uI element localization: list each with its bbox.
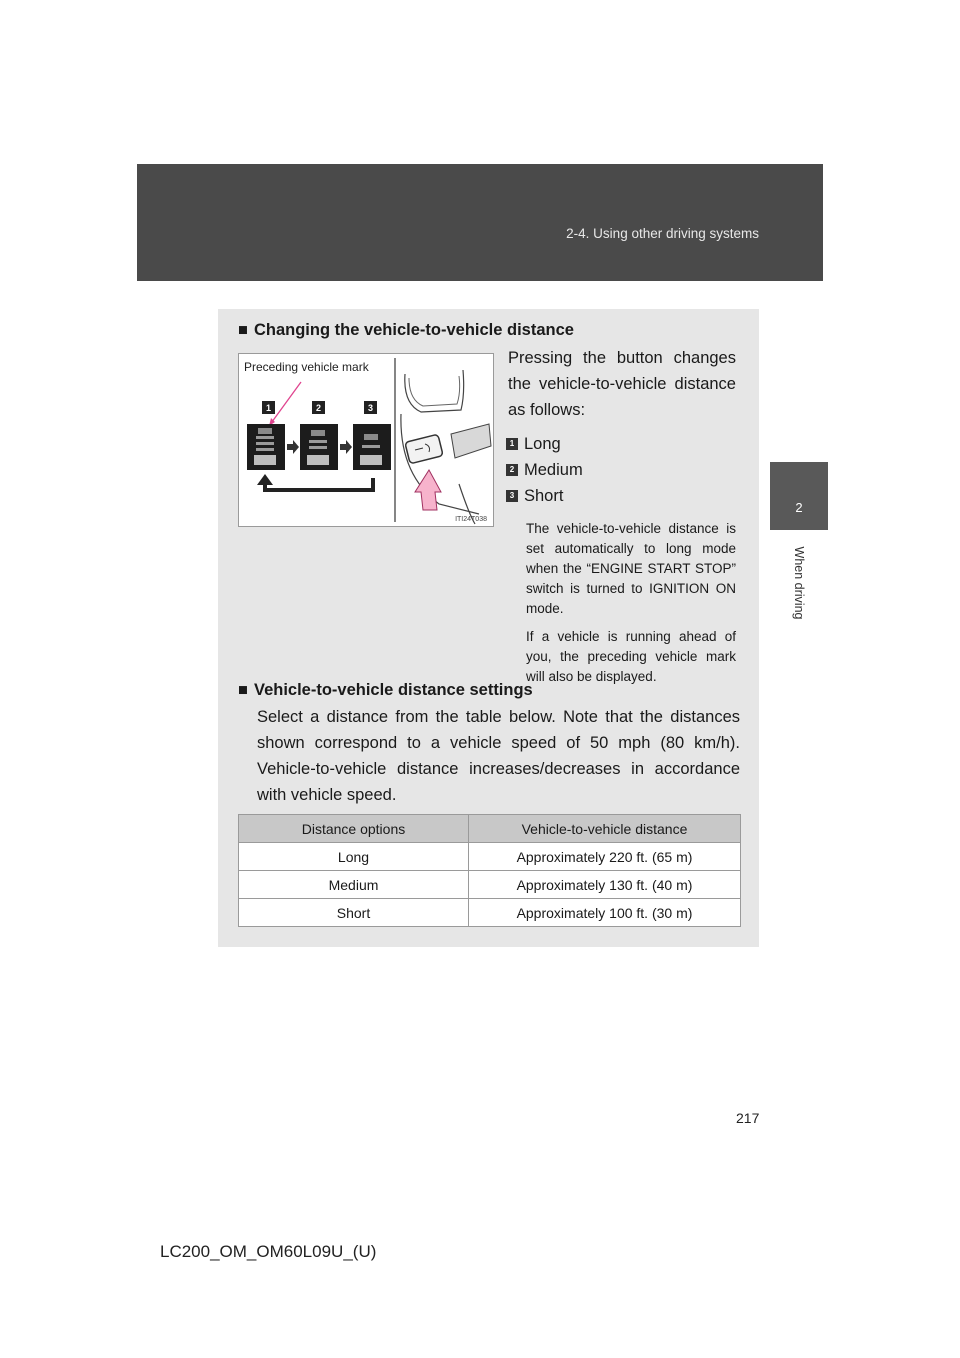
chapter-number: 2 (795, 500, 803, 515)
intro-text: Pressing the button changes the vehicle-to-vehicle distance as follows: (508, 349, 736, 419)
table-cell: Approximately 100 ft. (30 m) (469, 899, 741, 927)
section2-heading-text: Vehicle-to-vehicle distance settings (253, 681, 533, 699)
table-row (239, 899, 741, 927)
chapter-label-text: When driving (792, 546, 806, 620)
chapter-label (779, 538, 819, 628)
section1-heading-text: Changing the vehicle-to-vehicle distance (253, 321, 574, 339)
table-row (239, 843, 741, 871)
option-list (508, 431, 736, 509)
return-arrow (265, 478, 373, 490)
option-short (508, 483, 736, 509)
option-number-3: 3 (506, 490, 518, 502)
table-cell: Approximately 130 ft. (40 m) (469, 871, 741, 899)
content-panel (218, 309, 759, 947)
option-long (508, 431, 736, 457)
table-cell: Long (239, 843, 469, 871)
table-row (239, 871, 741, 899)
section-title: 2-4. Using other driving systems (566, 226, 759, 241)
note-default-mode: The vehicle-to-vehicle distance is set automatically to long mode when the “ENGINE START STOP” switch is turned to IGNITION ON mode. (526, 521, 736, 616)
steering-switch-area (401, 370, 491, 524)
distance-table (238, 814, 741, 927)
arrow-2-3 (340, 440, 352, 454)
table-cell: Short (239, 899, 469, 927)
table-cell: Approximately 220 ft. (65 m) (469, 843, 741, 871)
distance-illustration (239, 354, 493, 526)
settings-description: Select a distance from the table below. Note that the distances shown correspond to a vehicle speed of 50 mph (80 km/h). Vehicle-to-vehicle distance increases/decreases in accordance with vehicle speed. (257, 708, 740, 804)
heading-marker: ■ (238, 681, 248, 699)
page-number: 217 (736, 1110, 760, 1126)
option-label: Long (524, 434, 561, 453)
header-band (137, 164, 823, 281)
figure-code: ITI24T038 (455, 516, 487, 523)
option-number-1: 1 (506, 438, 518, 450)
step-label-2: 2 (315, 403, 322, 413)
press-arrow (415, 470, 441, 510)
display-medium (300, 424, 338, 470)
arrow-1-2 (287, 440, 299, 454)
option-medium (508, 457, 736, 483)
option-number-2: 2 (506, 464, 518, 476)
document-code: LC200_OM_OM60L09U_(U) (160, 1242, 377, 1261)
step-label-1: 1 (265, 403, 272, 413)
section2-heading (238, 681, 533, 700)
column-header: Vehicle-to-vehicle distance (469, 815, 741, 843)
figure-label: Preceding vehicle mark (244, 360, 369, 374)
distance-figure (238, 353, 494, 527)
section1-heading (238, 321, 574, 340)
heading-marker: ■ (238, 321, 248, 339)
option-label: Short (524, 486, 564, 505)
table-header-row (239, 815, 741, 843)
option-label: Medium (524, 460, 583, 479)
step-label-3: 3 (367, 403, 374, 413)
explanation-column (508, 345, 736, 687)
return-arrowhead (257, 474, 273, 485)
column-header: Distance options (239, 815, 469, 843)
table-cell: Medium (239, 871, 469, 899)
chapter-tab (770, 462, 828, 530)
display-long (247, 424, 285, 470)
note-preceding-vehicle: If a vehicle is running ahead of you, the preceding vehicle mark will also be displayed. (526, 629, 736, 684)
display-short (353, 424, 391, 470)
